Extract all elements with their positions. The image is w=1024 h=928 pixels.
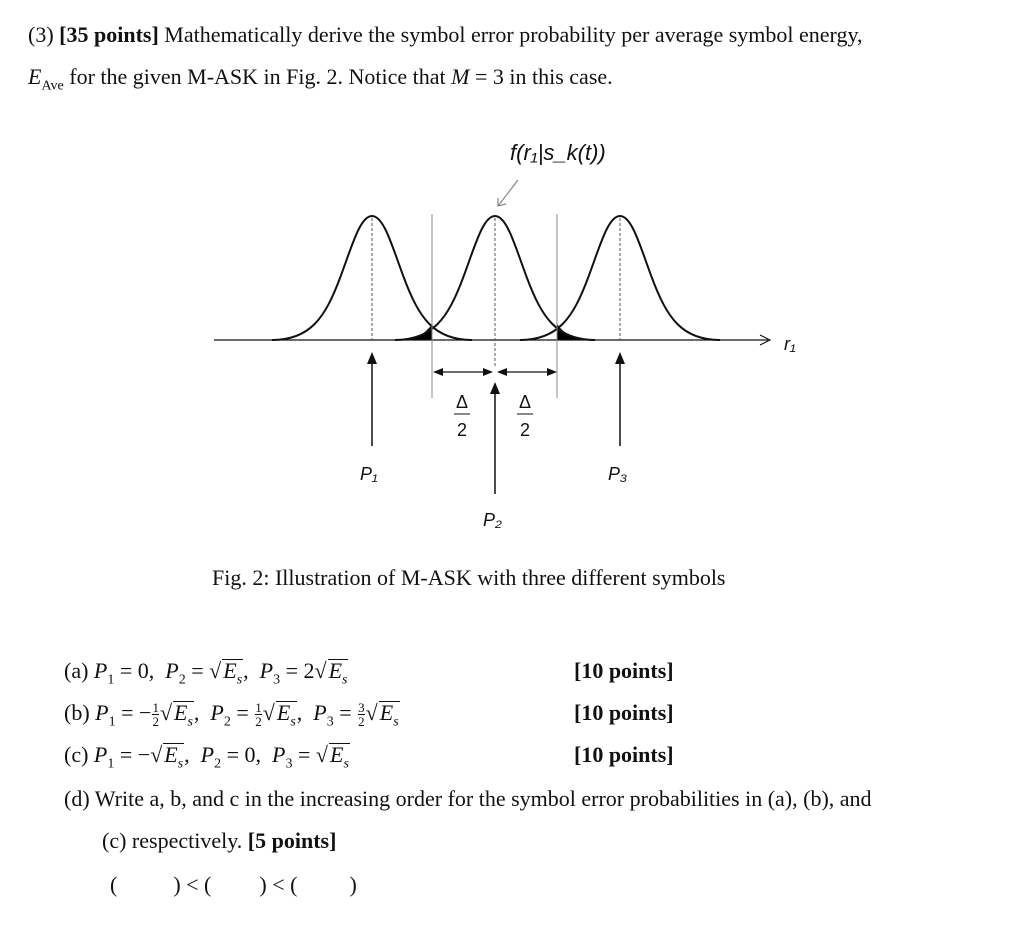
delta-arrow-right-head-b [547,368,557,376]
answer-blanks[interactable] [110,872,357,898]
delta-right-denominator: 2 [519,420,531,440]
problem-points: [35 points] [59,22,159,47]
delta-left-denominator: 2 [456,420,468,440]
eave-subscript: Ave [41,78,64,94]
problem-line-1 [28,22,863,48]
pdf-pointer [498,180,518,206]
p2-label: P₂ [483,510,502,530]
part-d-text-2: (c) respectively. [102,828,243,853]
delta-left-numerator: Δ [455,392,469,412]
p2-arrowhead [490,382,500,394]
pdf-label: f(r₁|s_k(t)) [510,140,606,165]
mask-figure [200,128,820,538]
part-b-points: [10 points] [574,700,674,725]
p1-label: P₁ [360,464,378,484]
p3-label: P₃ [608,464,628,484]
problem-line-2 [28,64,613,94]
part-c-label: (c) [64,742,89,767]
m-symbol: M [451,64,470,89]
part-c: (c) $P_1 = -√E_s$, $P_2 = 0$, $P_3 = √E_s$ [64,742,349,772]
answer-separator-2: ) < ( [259,872,298,897]
part-a-label: (a) [64,658,89,683]
part-d-line-2 [102,828,336,854]
answer-close-paren: ) [349,872,357,897]
problem-number: (3) [28,22,54,47]
m-equation: = 3 in this case. [469,64,613,89]
part-d-label: (d) [64,786,90,811]
delta-arrow-left-head-b [483,368,493,376]
part-d-line-1 [64,786,872,812]
problem-text-1: Mathematically derive the symbol error probability per average symbol energy, [164,22,863,47]
p3-arrowhead [615,352,625,364]
answer-open-paren: ( [110,872,118,897]
part-b-label: (b) [64,700,90,725]
eave-symbol: E [28,64,42,89]
part-d-text-1: Write a, b, and c in the increasing order for the symbol error probabilities in (a), (b), and [94,786,872,811]
p1-arrowhead [367,352,377,364]
part-d-points: [5 points] [247,828,337,853]
part-a: (a) $P_1 = 0$, $P_2 = √E_s$, $P_3 = 2√E_s$ [64,658,348,688]
part-c-points: [10 points] [574,742,674,767]
answer-separator-1: ) < ( [173,872,212,897]
delta-arrow-left-head-a [433,368,443,376]
problem-text-2: for the given M-ASK in Fig. 2. Notice that [69,64,446,89]
r1-axis-label: r₁ [784,334,796,354]
part-a-points: [10 points] [574,658,674,683]
delta-arrow-right-head-a [497,368,507,376]
delta-right-numerator: Δ [518,392,532,412]
figure-caption: Fig. 2: Illustration of M-ASK with three different symbols [212,565,726,590]
part-b: (b) $P_1$ = − $\frac{1}{2}$ $√E_s$, $P_2$ = $\frac{1}{2}$ $√E_s$, $P_3$ = $\frac{3}{2}$ $√E_s$ [64,700,399,730]
